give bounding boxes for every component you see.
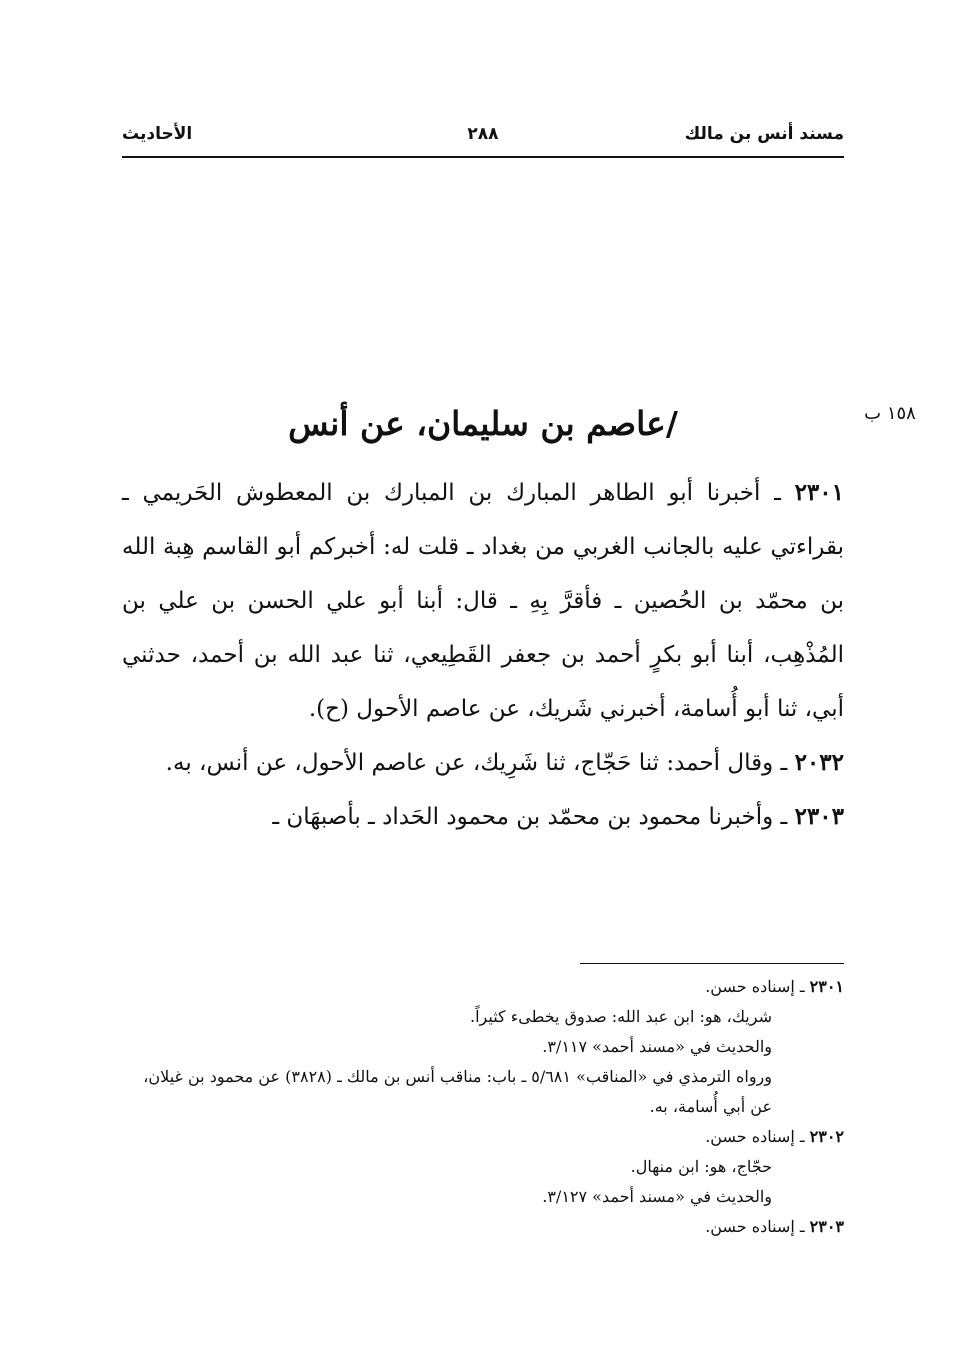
footnote-text: شريك، هو: ابن عبد الله: صدوق يخطىء كثيراً. (470, 1007, 772, 1026)
hadith-number: ٢٣٠٣ (794, 803, 844, 830)
manuscript-folio-note: ١٥٨ ب (864, 403, 916, 424)
running-head-book-title: مسند أنس بن مالك (684, 124, 844, 144)
hadith-body: ـ وأخبرنا محمود بن محمّد بن محمود الحَداد ـ بأصبهَان ـ (272, 804, 795, 830)
footnote-text: ـ إسناده حسن. (705, 1217, 810, 1236)
hadith-paragraph (122, 466, 844, 736)
header-rule (122, 156, 844, 158)
footnote-rule (580, 963, 844, 964)
hadith-number: ٢٠٣٢ (794, 749, 844, 776)
footnote-line (122, 1122, 844, 1152)
footnote-line (122, 1062, 844, 1122)
footnote-text: حجّاج، هو: ابن منهال. (630, 1157, 772, 1176)
hadith-text (122, 466, 844, 844)
footnote-line (122, 972, 844, 1002)
running-head (122, 124, 844, 154)
hadith-paragraph (122, 736, 844, 790)
footnote-line (122, 1032, 844, 1062)
footnote-text: ورواه الترمذي في «المناقب» ٥/٦٨١ ـ باب: مناقب أنس بن مالك ـ (٣٨٢٨) عن محمود بن غيلان، عن أبي أُسامة، به. (143, 1067, 772, 1116)
page-number: ٢٨٨ (467, 124, 499, 144)
hadith-paragraph (122, 790, 844, 844)
footnote-line (122, 1152, 844, 1182)
footnote-line (122, 1212, 844, 1242)
footnote-text: والحديث في «مسند أحمد» ٣/١١٧. (542, 1037, 772, 1056)
footnote-text: ـ إسناده حسن. (705, 977, 810, 996)
footnote-text: والحديث في «مسند أحمد» ٣/١٢٧. (542, 1187, 772, 1206)
section-title: /عاصم بن سليمان، عن أنس (288, 404, 678, 443)
running-head-section: الأحاديث (122, 124, 193, 144)
hadith-body: ـ وقال أحمد: ثنا حَجّاج، ثنا شَرِيك، عن عاصم الأحول، عن أنس، به. (165, 750, 795, 776)
footnote-number: ٢٣٠٢ (809, 1127, 844, 1146)
hadith-body: ـ أخبرنا أبو الطاهر المبارك بن المبارك بن المعطوش الحَريمي ـ بقراءتي عليه بالجانب الغربي من بغداد ـ قلت له: أخبركم أبو القاسم هِبة الله بن محمّد بن الحُصين ـ فأقرَّ بِهِ ـ قال: أبنا أبو علي الحسن بن علي بن المُذْهِب، أبنا أبو بكرٍ أحمد بن جعفر القَطِيعي، ثنا عبد الله بن أحمد، حدثني أبي، ثنا أبو أُسامة، أخبرني شَريك، عن عاصم الأحول (ح). (122, 480, 844, 722)
footnote-number: ٢٣٠١ (809, 977, 844, 996)
hadith-number: ٢٣٠١ (794, 479, 844, 506)
footnote-line (122, 1002, 844, 1032)
footnote-text: ـ إسناده حسن. (705, 1127, 810, 1146)
footnote-line (122, 1182, 844, 1212)
footnote-number: ٢٣٠٣ (809, 1217, 844, 1236)
footnotes (122, 972, 844, 1242)
